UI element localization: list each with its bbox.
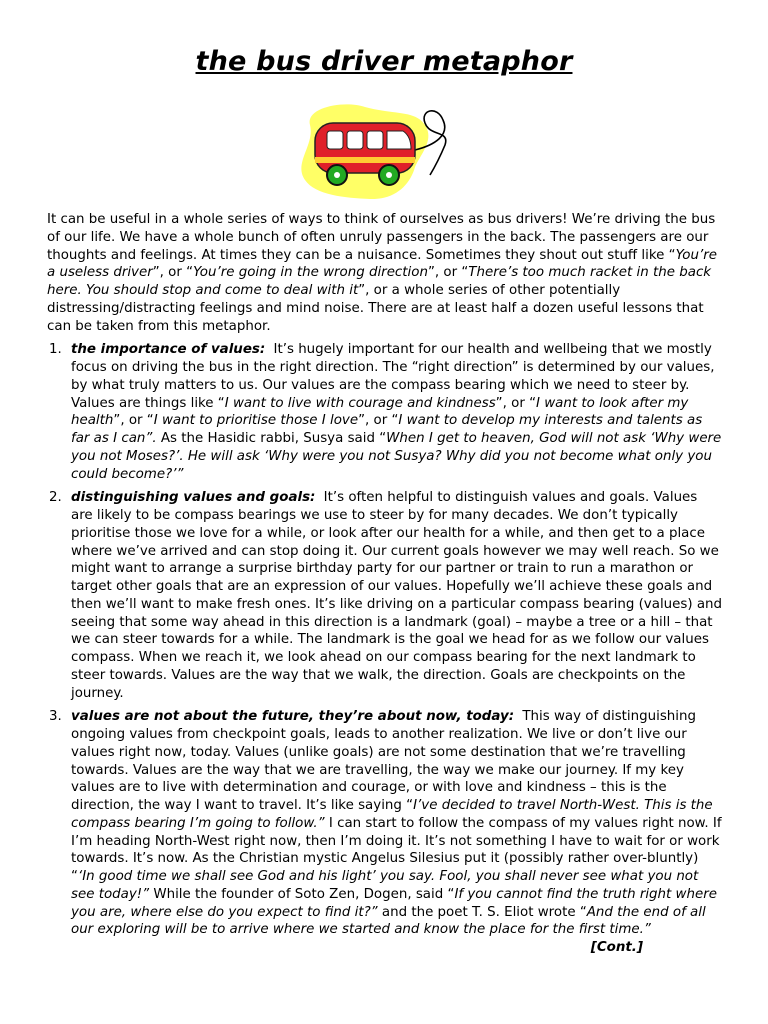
quoted-text: I want to look after my health xyxy=(71,395,689,429)
lesson-number: 1. xyxy=(49,342,62,358)
lesson-number: 3. xyxy=(49,709,62,725)
quoted-text: When I get to heaven, God will not ask ‘Why were you not Moses?’. He will ask ‘Why were you not Susya? Why did you not become what only you could become?’” xyxy=(71,431,722,482)
lesson-item xyxy=(47,708,723,955)
quoted-text: And the end of all our exploring will be to arrive where we started and know the place for the first time.” xyxy=(71,904,706,938)
body-text-run: ”, or a whole series of other potentially distressing/distracting feelings and mind noise. There are at least half a dozen useful lessons that can be taken from this metaphor. xyxy=(47,283,704,334)
lesson-item xyxy=(47,341,723,483)
quoted-text: ‘In good time we shall see God and his light’ you say. Fool, you shall never see what you not see today!” xyxy=(71,869,699,902)
body-text-run: While the founder of Soto Zen, Dogen, said “ xyxy=(149,886,455,902)
quoted-text: If you cannot find the truth right where you are, where else do you expect to find it?” xyxy=(71,886,717,920)
quoted-text: There’s too much racket in the back here. You should stop and come to deal with it xyxy=(47,265,712,298)
lesson-heading: values are not about the future, they’re about now, today: xyxy=(71,709,515,725)
body-text-run: It’s hugely important for our health and wellbeing that we mostly focus on driving the bus in the right direction. The “right direction” is determined by our values, by what truly matters to us. Our values are the compass bearing which we need to steer by. Values are things like “ xyxy=(71,342,715,411)
quoted-text: I want to live with courage and kindness xyxy=(224,395,496,411)
body-text-run: It can be useful in a whole series of ways to think of ourselves as bus drivers! We’re driving the bus of our life. We have a whole bunch of often unruly passengers in the back. The passengers are our thoughts and feelings. At times they can be a nuisance. Sometimes they shout out stuff like “ xyxy=(47,212,716,263)
quoted-text: I’ve decided to travel North-West. This is the compass bearing I’m going to follow.” xyxy=(71,798,713,831)
document-body xyxy=(47,211,723,957)
bus-icon xyxy=(285,95,460,205)
body-text-run: ”, or “ xyxy=(427,265,469,281)
page-title: the bus driver metaphor xyxy=(195,46,573,77)
lesson-heading: distinguishing values and goals: xyxy=(71,490,316,506)
body-text-run: ”, or “ xyxy=(113,413,154,429)
lesson-heading: the importance of values: xyxy=(71,342,266,358)
body-text-run: As the Hasidic rabbi, Susya said “ xyxy=(156,431,387,446)
continued-marker: [Cont.] xyxy=(590,940,643,955)
quoted-text: I want to develop my interests and talents as far as I can”. xyxy=(71,413,703,446)
lesson-item xyxy=(47,489,723,702)
quoted-text: You’re a useless driver xyxy=(47,247,717,281)
quoted-text: You’re going in the wrong direction xyxy=(193,265,428,281)
body-text-run: This way of distinguishing ongoing values from checkpoint goals, leads to another realization. We live or don’t live our values right now, today. Values (unlike goals) are not some destination that we’re travelling towards. Values are the way that we are travelling, the way we make our journey. If my key values are to live with determination and courage, or with love and kindness – this is the direction, the way I want to travel. It’s like saying “ xyxy=(71,709,697,813)
intro-paragraph xyxy=(47,211,723,335)
body-text-run: It’s often helpful to distinguish values and goals. Values are likely to be compass bearings we use to steer by for many decades. We don’t typically prioritise those we love for a while, or look after our health for a while, and then get to a place where we’ve arrived and can stop doing it. Our current goals however we may well reach. So we might want to arrange a surprise birthday party for our partner or train to run a marathon or target other goals that are an expression of our values. Hopefully we’ll achieve these goals and then we’ll want to make fresh ones. It’s like driving on a particular compass bearing (values) and seeing that some way ahead in this direction is a landmark (goal) – maybe a tree or a hill – that we can steer towards for a while. The landmark is the goal we head for as we follow our values compass. When we reach it, we look ahead on our compass bearing for the next landmark to steer towards. Values are the way that we walk, the direction. Goals are checkpoints on the journey. xyxy=(71,490,723,701)
body-text-run: I can start to follow the compass of my values right now. If I’m heading North-West right now, then I’m doing it. It’s not something I have to wait for or work towards. It’s now. As the Christian mystic Angelus Silesius put it (possibly rather over-bluntly) “ xyxy=(71,815,722,884)
body-text-run: ”, or “ xyxy=(152,265,194,281)
quoted-text: I want to prioritise those I love xyxy=(153,413,359,429)
lesson-number: 2. xyxy=(49,490,62,506)
lessons-list xyxy=(47,341,723,955)
body-text-run: ”, or “ xyxy=(495,395,537,411)
body-text-run: ”, or “ xyxy=(358,413,399,429)
body-text-run: and the poet T. S. Eliot wrote “ xyxy=(377,904,587,920)
